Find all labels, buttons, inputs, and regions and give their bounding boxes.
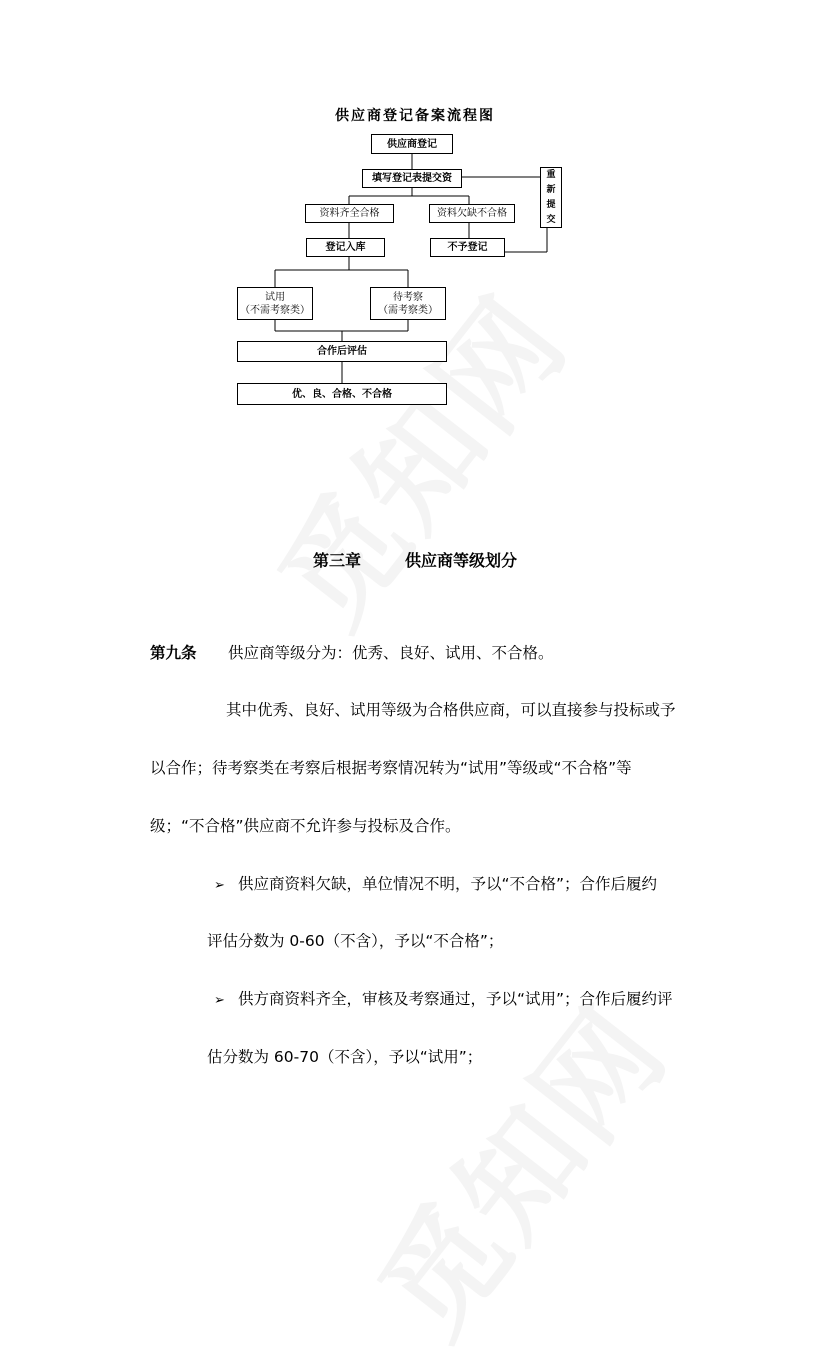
- node-reject: [430, 238, 505, 257]
- node-pending: [370, 287, 446, 320]
- node-trial-label: 试用: [265, 291, 285, 303]
- article-lead: 供应商等级分为：优秀、良好、试用、不合格。: [228, 644, 554, 662]
- node-resubmit-char: 交: [546, 214, 556, 225]
- bullet-arrow-icon: ➢: [214, 993, 225, 1008]
- node-resubmit-char: 提: [546, 199, 556, 210]
- node-fill-form: [362, 169, 462, 188]
- node-complete: [305, 204, 394, 223]
- chapter-title: 供应商等级划分: [405, 551, 518, 570]
- bullet-text: 供方商资料齐全，审核及考察通过，予以“试用”；合作后履约评: [238, 990, 673, 1008]
- node-evaluate: [237, 341, 447, 362]
- chapter-number: 第三章: [312, 551, 361, 570]
- node-grades-label: 优、良、合格、不合格: [292, 388, 392, 400]
- chapter-heading: [0, 548, 830, 571]
- bullet-item: [214, 989, 673, 1011]
- article-number: 第九条: [150, 644, 197, 662]
- bullet-arrow-icon: ➢: [214, 878, 225, 893]
- node-register: [371, 134, 453, 154]
- bullet-text: 供应商资料欠缺，单位情况不明，予以“不合格”；合作后履约: [238, 875, 658, 893]
- node-missing-label: 资料欠缺不合格: [437, 208, 507, 219]
- node-trial-sublabel: （不需考察类）: [240, 304, 310, 316]
- node-pending-sublabel: （需考察类）: [378, 304, 438, 316]
- node-register-label: 供应商登记: [387, 138, 437, 150]
- node-missing: [429, 204, 515, 223]
- bullet-continuation: 评估分数为 0-60（不含），予以“不合格”；: [207, 932, 504, 950]
- article-paragraph-line: 其中优秀、良好、试用等级为合格供应商，可以直接参与投标或予: [226, 701, 676, 719]
- node-evaluate-label: 合作后评估: [317, 346, 367, 357]
- node-trial: [237, 287, 313, 320]
- bullet-item: [214, 874, 657, 896]
- article-lead-line: [150, 643, 554, 663]
- node-store-label: 登记入库: [325, 242, 366, 253]
- node-complete-label: 资料齐全合格: [319, 208, 380, 219]
- node-resubmit-char: 新: [546, 184, 556, 195]
- node-resubmit: [540, 167, 562, 228]
- node-fill-form-label: 填写登记表提交资: [372, 173, 452, 184]
- node-store: [306, 238, 385, 257]
- watermark-bottom: [334, 966, 699, 1365]
- node-reject-label: 不予登记: [447, 242, 488, 253]
- bullet-continuation: 估分数为 60-70（不含），予以“试用”；: [207, 1048, 483, 1066]
- article-paragraph-line: 级；“不合格”供应商不允许参与投标及合作。: [150, 817, 461, 835]
- node-pending-label: 待考察: [393, 291, 423, 303]
- node-resubmit-char: 重: [546, 169, 556, 180]
- node-grades: [237, 383, 447, 405]
- article-paragraph-line: 以合作；待考察类在考察后根据考察情况转为“试用”等级或“不合格”等: [150, 759, 632, 777]
- flowchart-title: 供应商登记备案流程图: [335, 108, 495, 124]
